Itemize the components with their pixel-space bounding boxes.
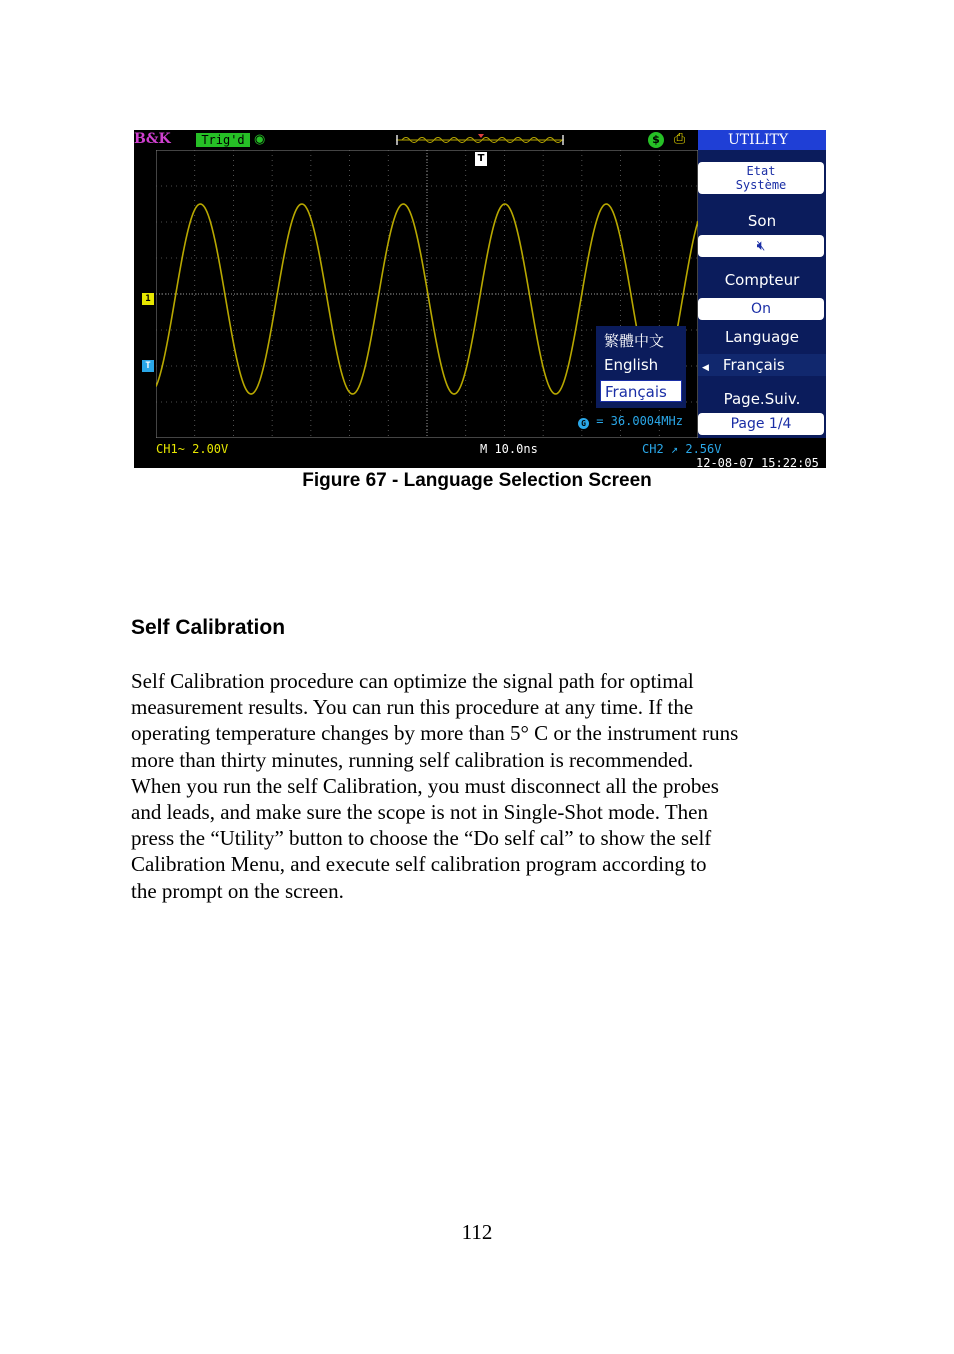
body-line: When you run the self Calibration, you must disconnect all the probes — [131, 773, 719, 798]
language-popup — [596, 326, 686, 408]
frequency-value: = 36.0004MHz — [596, 414, 683, 428]
trigger-level-marker: T — [142, 360, 154, 372]
body-paragraph — [131, 668, 811, 904]
figure-caption: Figure 67 - Language Selection Screen — [302, 470, 652, 491]
body-line: Calibration Menu, and execute self calibration program according to — [131, 852, 707, 877]
next-page-button[interactable]: Page 1/4 — [698, 413, 824, 435]
system-state-line2: Système — [735, 178, 787, 192]
ch1-ground-marker: 1 — [142, 293, 154, 305]
counter-label: Compteur — [724, 271, 800, 289]
system-state-line1: Etat — [746, 164, 776, 178]
trigger-position-marker: T — [475, 152, 487, 166]
ch1-scale: CH1~ 2.00V — [156, 442, 229, 456]
frequency-icon: G — [578, 418, 589, 429]
counter-toggle-button[interactable]: On — [698, 298, 824, 320]
page-number: 112 — [461, 1220, 493, 1244]
next-page-label: Page.Suiv. — [723, 390, 801, 408]
language-select-button[interactable] — [698, 354, 826, 376]
language-label: Language — [724, 328, 800, 346]
section-heading: Self Calibration — [131, 616, 286, 639]
body-line: press the “Utility” button to choose the “Do self cal” to show the self — [131, 826, 712, 851]
utility-menu — [698, 130, 826, 438]
frequency-readout — [578, 414, 683, 429]
language-option-french[interactable]: Français — [600, 380, 682, 402]
usb-icon: $ — [648, 132, 664, 148]
system-state-button[interactable] — [698, 162, 824, 194]
date-time: 12-08-07 15:22:05 — [696, 456, 819, 468]
bottom-status — [134, 440, 826, 468]
printer-icon: ⎙ — [674, 132, 686, 147]
speaker-muted-icon: 🔇︎ — [756, 238, 766, 254]
sound-label: Son — [747, 212, 777, 230]
caret-left-icon: ◀ — [702, 363, 709, 373]
run-state-icon: ◉ — [254, 131, 266, 146]
trigger-position-bar — [396, 134, 564, 146]
menu-title: UTILITY — [698, 130, 826, 150]
language-option-english[interactable]: English — [604, 356, 659, 374]
body-line: the prompt on the screen. — [131, 878, 344, 903]
sound-toggle-button[interactable] — [698, 235, 824, 257]
trigger-info: CH2 ↗ 2.56V — [642, 442, 722, 456]
language-option-chinese[interactable]: 繁體中文 — [604, 332, 665, 350]
body-line: measurement results. You can run this procedure at any time. If the — [131, 695, 694, 720]
oscilloscope-screenshot — [134, 130, 826, 468]
timebase: M 10.0ns — [480, 442, 538, 456]
body-line: operating temperature changes by more than 5° C or the instrument runs — [131, 721, 739, 746]
body-line: more than thirty minutes, running self calibration is recommended. — [131, 747, 694, 772]
status-bar — [134, 130, 698, 150]
body-line: and leads, and make sure the scope is not in Single-Shot mode. Then — [131, 800, 708, 825]
body-line: Self Calibration procedure can optimize the signal path for optimal — [131, 669, 694, 693]
language-value: Français — [722, 356, 785, 374]
brand-logo: B&K — [134, 131, 171, 147]
trigger-status-badge: Trig'd — [196, 133, 250, 147]
